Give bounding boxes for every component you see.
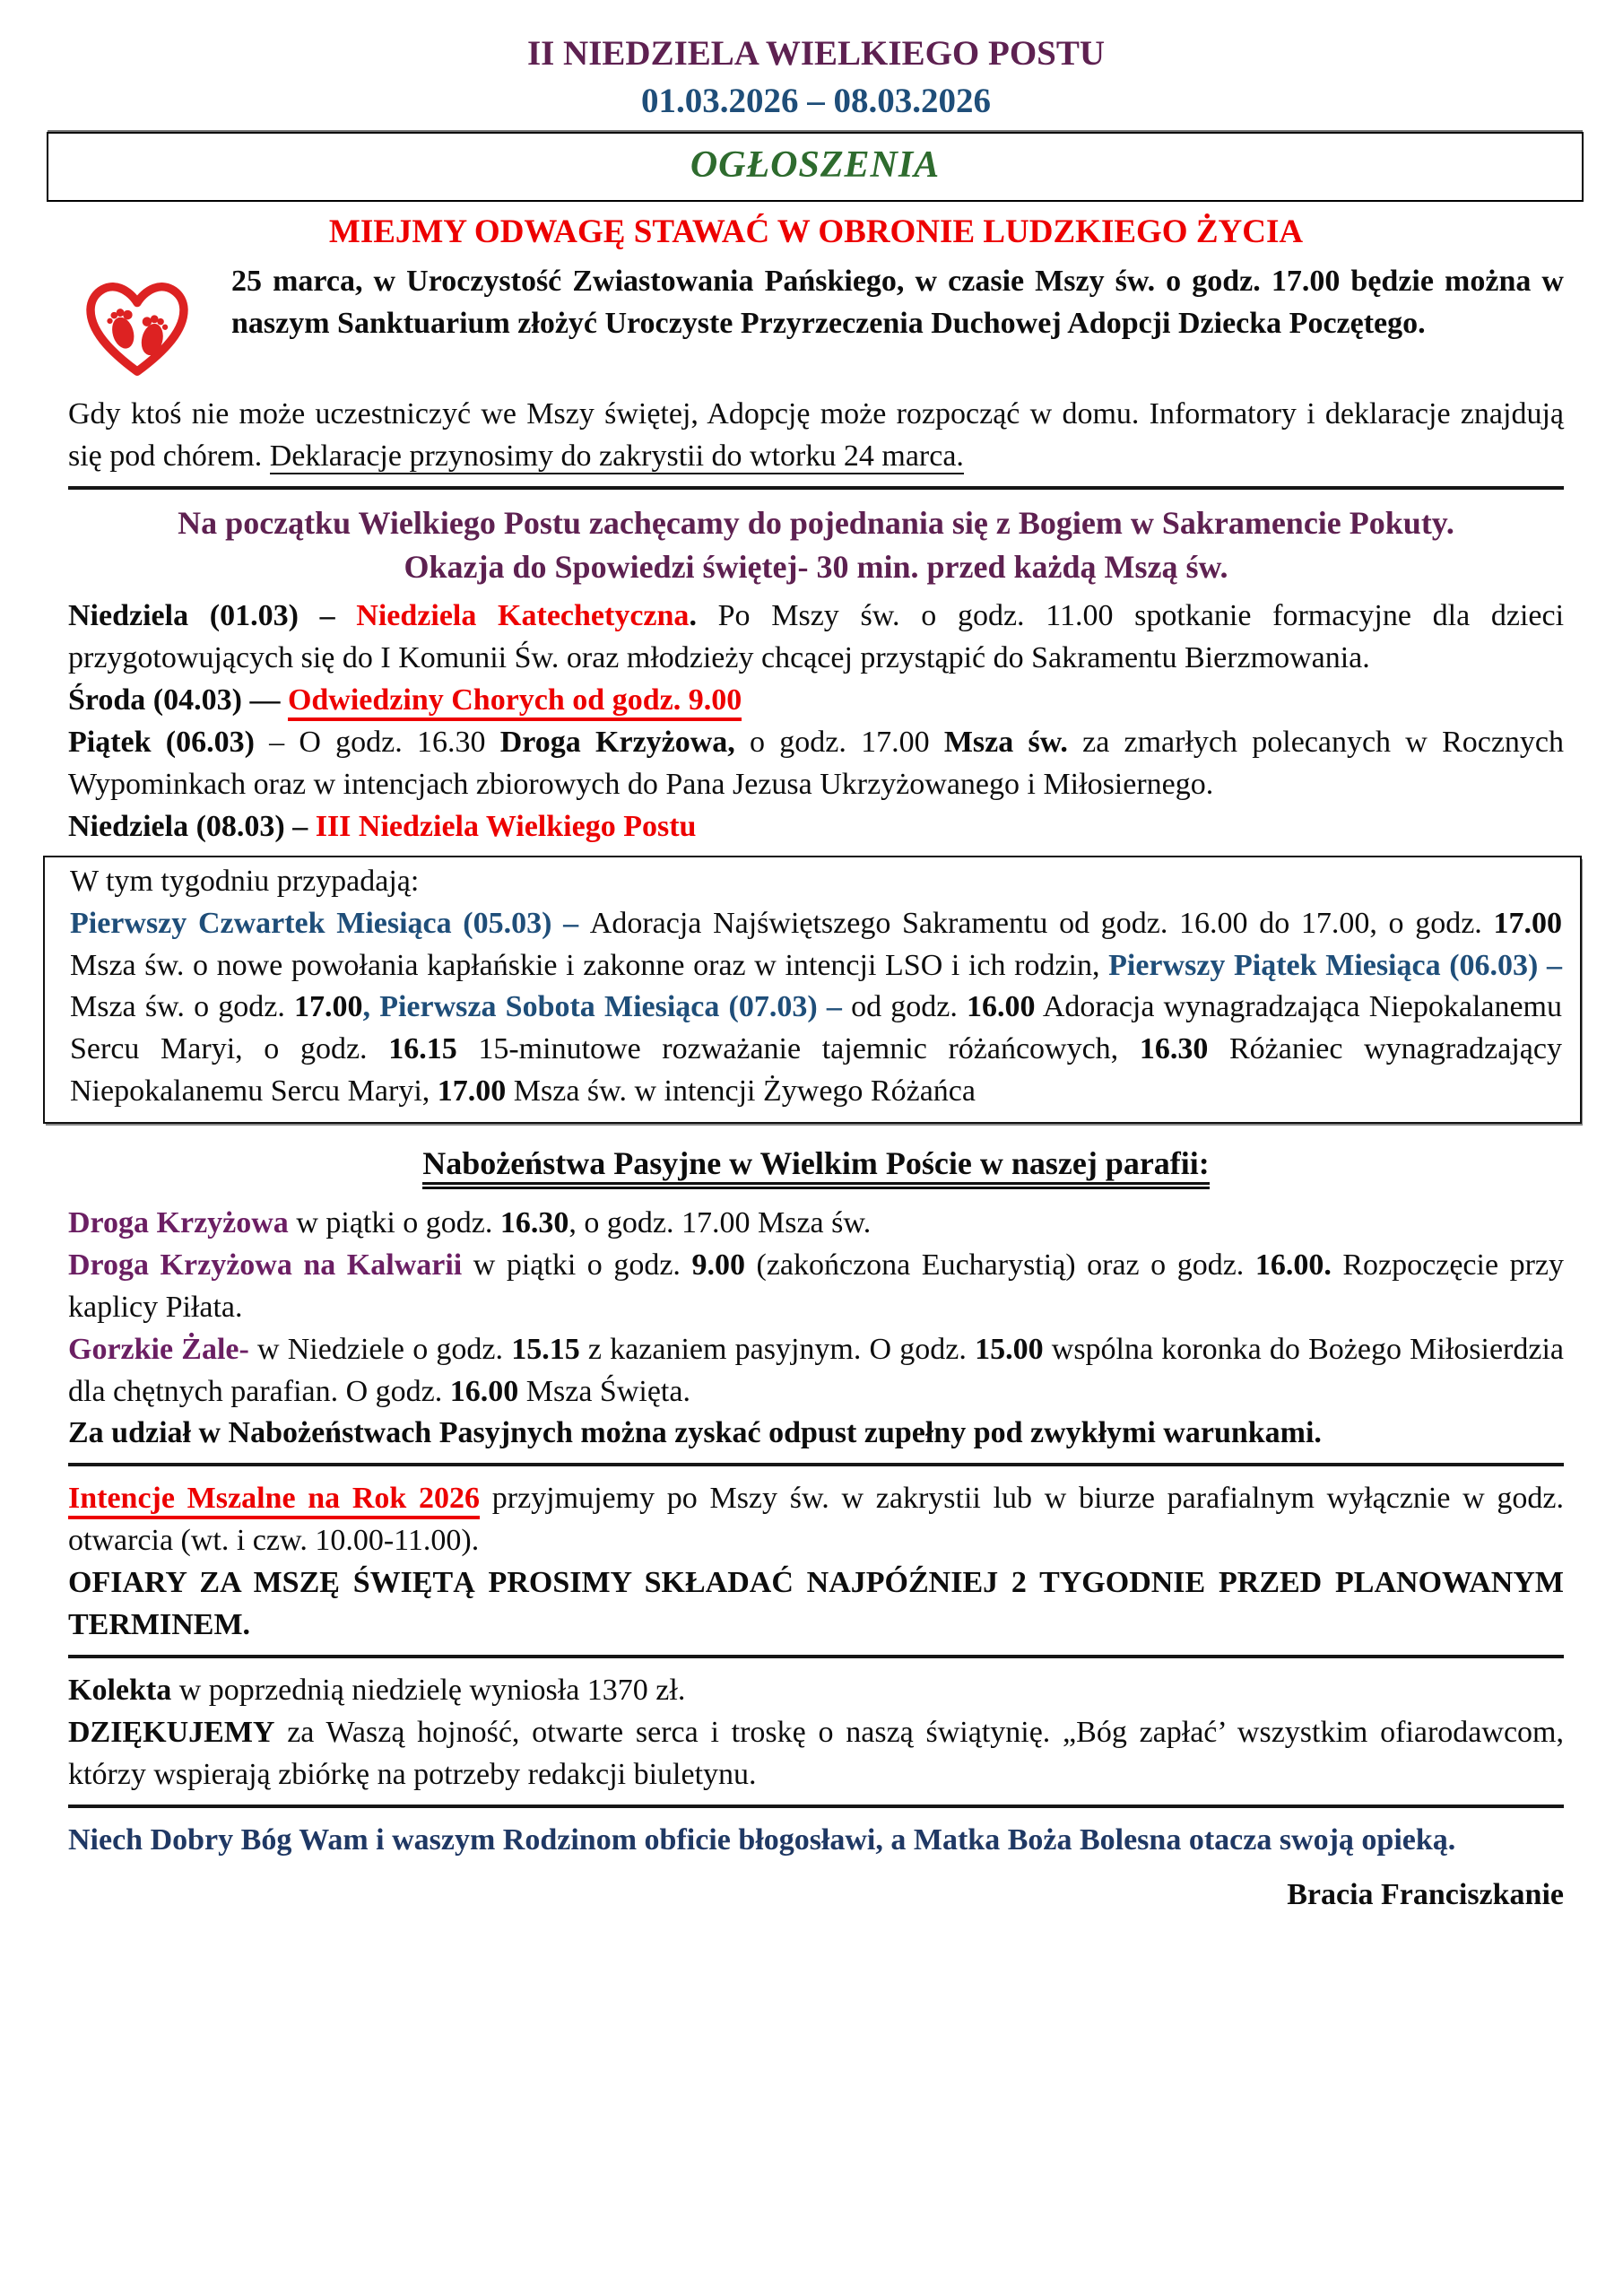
blessing-paragraph: Niech Dobry Bóg Wam i waszym Rodzinom obficie błogosławi, a Matka Boża Bolesna otacza swoją opieką.	[68, 1822, 1456, 1857]
adoption-paragraph: 25 marca, w Uroczystość Zwiastowania Pańskiego, w czasie Mszy św. o godz. 17.00 będzie można w naszym Sanktuarium złożyć Uroczyste Przyrzeczenia Duchowej Adopcji Dziecka Poczętego.	[231, 265, 1564, 341]
announcements-box	[47, 132, 1584, 202]
collection-paragraph: Kolekta w poprzednią niedzielę wyniosła 1370 zł.	[68, 1673, 686, 1707]
passion-droga-krzyzowa: Droga Krzyżowa w piątki o godz. 16.30, o godz. 17.00 Msza św.	[68, 1205, 872, 1239]
announcements-title: OGŁOSZENIA	[690, 144, 941, 187]
passion-services-heading	[68, 1142, 1564, 1187]
adoption-info-paragraph: Gdy ktoś nie może uczestniczyć we Mszy świętej, Adopcję może rozpocząć w domu. Informatory i deklaracje znajdują się pod chórem. Deklaracje przynosimy do zakrystii do wtorku 24 marca.	[68, 397, 1564, 474]
page-title: II NIEDZIELA WIELKIEGO POSTU	[526, 34, 1106, 73]
week-box-intro: W tym tygodniu przypadają:	[70, 864, 420, 898]
week-box-details: Pierwszy Czwartek Miesiąca (05.03) – Adoracja Najświętszego Sakramentu od godz. 16.00 do 17.00, o godz. 17.00 Msza św. o nowe powołania kapłańskie i zakonne oraz w intencji LSO i ich rodzin, Pierwszy Piątek Miesiąca (06.03) – Msza św. o godz. 17.00, Pierwsza Sobota Miesiąca (07.03) – od godz. 16.00 Adoracja wynagradzająca Niepokalanemu Sercu Maryi, o godz. 16.15 15-minutowe rozważanie tajemnic różańcowych, 16.30 Różaniec wynagradzający Niepokalanemu Sercu Maryi, 17.00 Msza św. w intencji Żywego Różańca	[70, 906, 1562, 1109]
passion-droga-kalwaria: Droga Krzyżowa na Kalwarii w piątki o godz. 9.00 (zakończona Eucharystią) oraz o godz. 16.00. Rozpoczęcie przy kaplicy Piłata.	[68, 1248, 1564, 1324]
offerings-notice: OFIARY ZA MSZĘ ŚWIĘTĄ PROSIMY SKŁADAĆ NAJPÓŹNIEJ 2 TYGODNIE PRZED PLANOWANYM TERMINEM.	[68, 1566, 1564, 1642]
section-divider	[68, 1463, 1564, 1466]
adoption-section	[68, 261, 1564, 478]
schedule-wednesday-0403: Środa (04.03) — Odwiedziny Chorych od godz. 9.00	[68, 680, 1564, 722]
signature: Bracia Franciszkanie	[1287, 1877, 1564, 1911]
life-defense-headline: MIEJMY ODWAGĘ STAWAĆ W OBRONIE LUDZKIEGO ŻYCIA	[328, 213, 1304, 251]
confession-heading: Na początku Wielkiego Postu zachęcamy do pojednania się z Bogiem w Sakramencie Pokuty. Okazja do Spowiedzi świętej- 30 min. przed każdą Mszą św.	[178, 505, 1454, 585]
thanks-paragraph: DZIĘKUJEMY za Waszą hojność, otwarte serca i troskę o naszą świątynię. „Bóg zapłać’ wszystkim ofiarodawcom, którzy wspierają zbiórkę na potrzeby redakcji biuletynu.	[68, 1715, 1564, 1791]
passion-gorzkie-zale: Gorzkie Żale- w Niedziele o godz. 15.15 z kazaniem pasyjnym. O godz. 15.00 wspólna koronka do Bożego Miłosierdzia dla chętnych parafian. O godz. 16.00 Msza Święta.	[68, 1332, 1564, 1408]
mass-intentions-paragraph: Intencje Mszalne na Rok 2026 przyjmujemy po Mszy św. w zakrystii lub w biurze parafialnym wyłącznie w godz. otwarcia (wt. i czw. 10.00-11.00).	[68, 1482, 1564, 1558]
passion-services-heading-text: Nabożeństwa Pasyjne w Wielkim Poście w naszej parafii:	[422, 1145, 1210, 1189]
schedule-friday-0603: Piątek (06.03) – O godz. 16.30 Droga Krzyżowa, o godz. 17.00 Msza św. za zmarłych polecanych w Rocznych Wypominkach oraz w intencjach zbiorowych do Pana Jezusa Ukrzyżowanego i Miłosiernego.	[68, 726, 1565, 801]
week-observances-box	[43, 856, 1582, 1124]
passion-indulgence-note: Za udział w Nabożeństwach Pasyjnych można zyskać odpust zupełny pod zwykłymi warunkami.	[68, 1416, 1322, 1450]
schedule-sunday-0803: Niedziela (08.03) – III Niedziela Wielkiego Postu	[68, 809, 697, 843]
section-divider	[68, 1805, 1564, 1808]
section-divider	[68, 1655, 1564, 1658]
heart-baby-feet-icon	[81, 268, 194, 392]
section-divider	[68, 486, 1564, 490]
date-range: 01.03.2026 – 08.03.2026	[641, 81, 991, 120]
schedule-sunday-0103: Niedziela (01.03) – Niedziela Katechetyczna. Po Mszy św. o godz. 11.00 spotkanie formacyjne dla dzieci przygotowujących się do I Komunii Św. oraz młodzieży chcącej przystąpić do Sakramentu Bierzmowania.	[68, 599, 1565, 675]
